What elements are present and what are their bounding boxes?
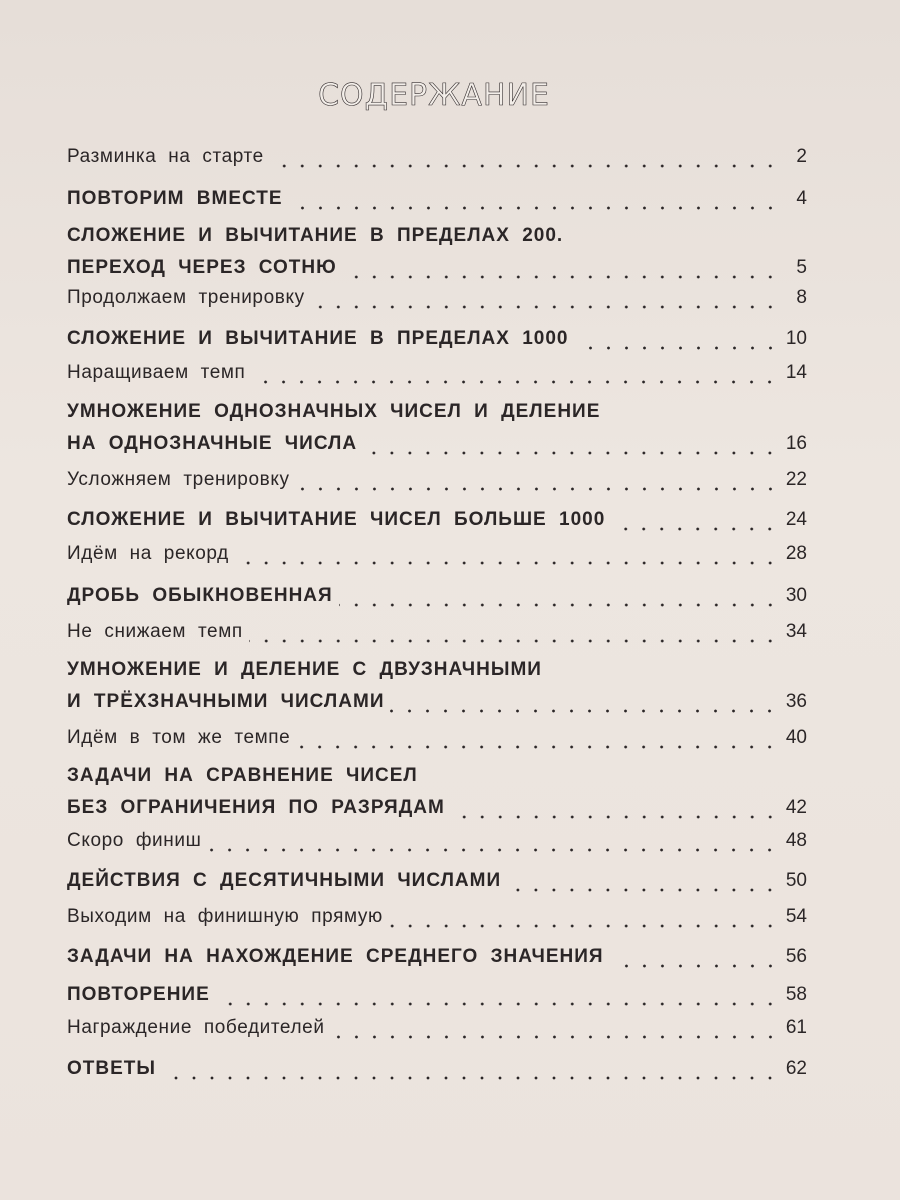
toc-page-number: 40 [785, 727, 807, 748]
toc-entry-title: СЛОЖЕНИЕ И ВЫЧИТАНИЕ В ПРЕДЕЛАХ 1000 [67, 328, 569, 349]
toc-entry-line [67, 464, 807, 496]
toc-entry-line [67, 396, 807, 428]
dot-leader [451, 815, 779, 819]
dot-leader [389, 924, 779, 928]
toc-entry-title: Идём на рекорд [67, 543, 229, 564]
toc-entry-title: Скоро финиш [67, 830, 202, 851]
toc-entry-title: Разминка на старте [67, 146, 264, 167]
toc-entry-line [67, 538, 807, 570]
toc-page-number: 58 [785, 984, 807, 1005]
dot-leader [162, 1076, 779, 1080]
toc-page-number: 5 [796, 257, 807, 278]
dot-leader [611, 527, 779, 531]
toc-page-number: 16 [785, 433, 807, 454]
dot-leader [331, 1035, 779, 1039]
toc-page-number: 42 [785, 797, 807, 818]
toc-entry-line [67, 183, 807, 215]
toc-entry-title: Награждение победителей [67, 1017, 325, 1038]
toc-entry-title: Не снижаем темп [67, 621, 243, 642]
toc-entry [67, 865, 807, 897]
toc-page-number: 62 [785, 1058, 807, 1079]
toc-page-number: 50 [785, 870, 807, 891]
toc-entry-title: Выходим на финишную прямую [67, 906, 383, 927]
toc-page-number: 8 [796, 287, 807, 308]
toc-entry-title: ПОВТОРЕНИЕ [67, 984, 210, 1005]
toc-entry-line [67, 252, 807, 284]
toc-entry-title: НА ОДНОЗНАЧНЫЕ ЧИСЛА [67, 433, 358, 454]
toc-entry-line [67, 1012, 807, 1044]
toc-entry-title: ПЕРЕХОД ЧЕРЕЗ СОТНЮ [67, 257, 337, 278]
toc-entry-line [67, 141, 807, 173]
toc-entry [67, 825, 807, 857]
toc-entry-line [67, 428, 807, 460]
toc-entry-line [67, 220, 807, 252]
toc-entry-title: ОТВЕТЫ [67, 1058, 156, 1079]
toc-entry-line [67, 722, 807, 754]
toc-entry-line [67, 504, 807, 536]
page-title: СОДЕРЖАНИЕ [318, 78, 550, 113]
dot-leader [390, 709, 779, 713]
toc-entry-line [67, 686, 807, 718]
toc-entry [67, 538, 807, 570]
toc-entry [67, 141, 807, 173]
toc-entry [67, 282, 807, 314]
toc-entry-line [67, 865, 807, 897]
dot-leader [296, 745, 779, 749]
toc-page-number: 28 [785, 543, 807, 564]
toc-page-number: 56 [785, 946, 807, 967]
toc-entry-title: И ТРЁХЗНАЧНЫМИ ЧИСЛАМИ [67, 691, 385, 712]
toc-entry [67, 941, 807, 973]
dot-leader [507, 888, 779, 892]
toc-entry [67, 616, 807, 648]
toc-page-number: 10 [785, 328, 807, 349]
dot-leader [311, 305, 779, 309]
dot-leader [289, 206, 779, 210]
toc-entry-title: Усложняем тренировку [67, 469, 290, 490]
toc-entry-title: ДЕЙСТВИЯ С ДЕСЯТИЧНЫМИ ЧИСЛАМИ [67, 870, 502, 891]
dot-leader [251, 380, 779, 384]
toc-entry-line [67, 282, 807, 314]
dot-leader [363, 451, 779, 455]
dot-leader [216, 1002, 779, 1006]
dot-leader [575, 346, 780, 350]
toc-entry [67, 357, 807, 389]
toc-entry-line [67, 941, 807, 973]
toc-entry-line [67, 979, 807, 1011]
toc-entry-line [67, 616, 807, 648]
toc-entry-title: ДРОБЬ ОБЫКНОВЕННАЯ [67, 585, 333, 606]
toc-entry-line [67, 760, 807, 792]
toc-page-number: 14 [785, 362, 807, 383]
dot-leader [610, 964, 779, 968]
toc-entry [67, 901, 807, 933]
toc-entry [67, 183, 807, 215]
toc-entry [67, 220, 807, 284]
toc-entry [67, 979, 807, 1011]
toc-page-number: 48 [785, 830, 807, 851]
toc-entry-title: УМНОЖЕНИЕ ОДНОЗНАЧНЫХ ЧИСЕЛ И ДЕЛЕНИЕ [67, 401, 601, 422]
toc-page-number: 2 [796, 146, 807, 167]
toc-entry-title: СЛОЖЕНИЕ И ВЫЧИТАНИЕ В ПРЕДЕЛАХ 200. [67, 225, 564, 246]
dot-leader [270, 164, 779, 168]
toc-page-number: 54 [785, 906, 807, 927]
toc-entry [67, 396, 807, 460]
toc-entry-line [67, 1053, 807, 1085]
toc-entry-title: ЗАДАЧИ НА СРАВНЕНИЕ ЧИСЕЛ [67, 765, 418, 786]
dot-leader [296, 487, 779, 491]
toc-entry-line [67, 357, 807, 389]
dot-leader [207, 848, 779, 852]
toc-page-number: 30 [785, 585, 807, 606]
toc-entry-title: ПОВТОРИМ ВМЕСТЕ [67, 188, 283, 209]
toc-entry-line [67, 792, 807, 824]
toc-entry-line [67, 654, 807, 686]
toc-entry [67, 323, 807, 355]
toc-entry-title: Идём в том же темпе [67, 727, 291, 748]
toc-page-number: 61 [785, 1017, 807, 1038]
toc-entry [67, 464, 807, 496]
dot-leader [249, 639, 779, 643]
toc-entry-line [67, 825, 807, 857]
toc-entry [67, 1012, 807, 1044]
toc-page-number: 4 [796, 188, 807, 209]
toc-entry [67, 654, 807, 718]
dot-leader [339, 603, 779, 607]
toc-page-number: 36 [785, 691, 807, 712]
toc-page-number: 34 [785, 621, 807, 642]
toc-entry [67, 760, 807, 824]
toc-page-number: 24 [785, 509, 807, 530]
toc-entry [67, 722, 807, 754]
toc-entry-title: БЕЗ ОГРАНИЧЕНИЯ ПО РАЗРЯДАМ [67, 797, 445, 818]
toc-page-number: 22 [785, 469, 807, 490]
toc-entry-title: ЗАДАЧИ НА НАХОЖДЕНИЕ СРЕДНЕГО ЗНАЧЕНИЯ [67, 946, 604, 967]
toc-entry-line [67, 580, 807, 612]
toc-entry-title: СЛОЖЕНИЕ И ВЫЧИТАНИЕ ЧИСЕЛ БОЛЬШЕ 1000 [67, 509, 606, 530]
toc-entry-title: УМНОЖЕНИЕ И ДЕЛЕНИЕ С ДВУЗНАЧНЫМИ [67, 659, 542, 680]
dot-leader [343, 275, 779, 279]
toc-entry-title: Продолжаем тренировку [67, 287, 305, 308]
toc-entry [67, 1053, 807, 1085]
toc-entry [67, 504, 807, 536]
toc-entry [67, 580, 807, 612]
dot-leader [235, 561, 779, 565]
toc-entry-line [67, 901, 807, 933]
toc-entry-title: Наращиваем темп [67, 362, 246, 383]
toc-entry-line [67, 323, 807, 355]
